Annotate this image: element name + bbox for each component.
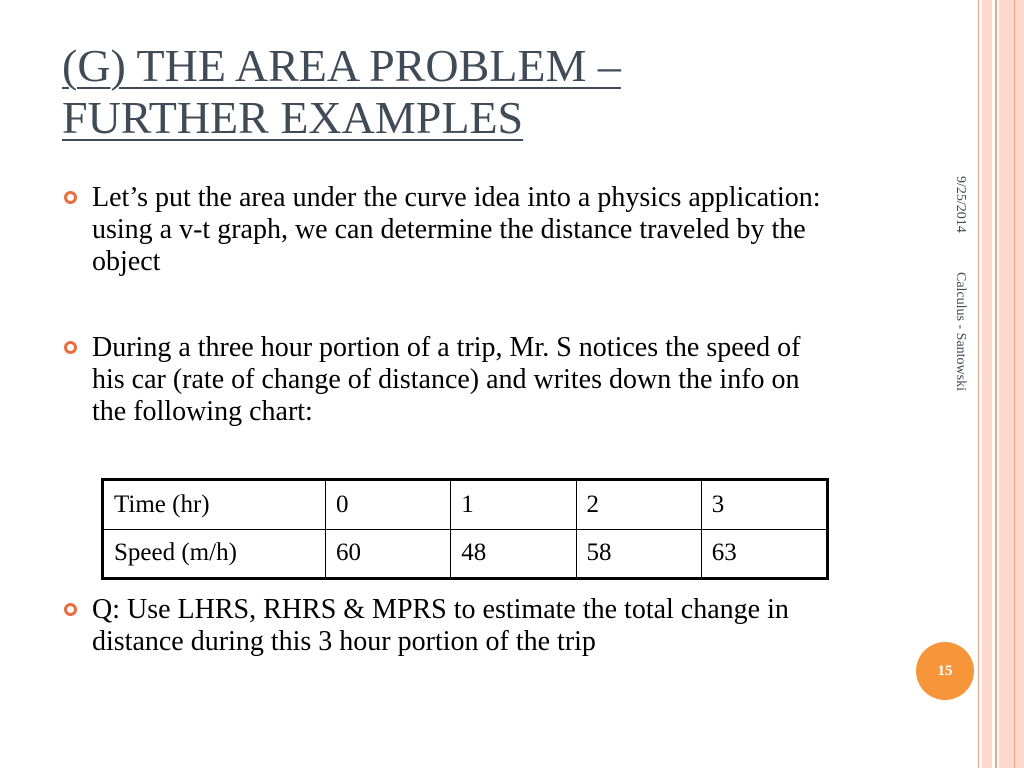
decorative-stripe bbox=[995, 0, 997, 768]
decorative-stripe bbox=[1014, 0, 1015, 768]
table-cell: 0 bbox=[326, 480, 451, 530]
decorative-stripe bbox=[982, 0, 992, 768]
bullet-text: Let’s put the area under the curve idea into a physics application: using a v-t graph, we can determine the distance traveled by the object bbox=[92, 182, 821, 277]
speed-data-table bbox=[101, 478, 829, 580]
table-cell: 60 bbox=[326, 529, 451, 579]
table-row bbox=[103, 529, 828, 579]
table-header-cell: Speed (m/h) bbox=[103, 529, 326, 579]
table-row bbox=[103, 480, 828, 530]
slide-title: (G) THE AREA PROBLEM – FURTHER EXAMPLES bbox=[62, 40, 621, 143]
table-cell: 2 bbox=[576, 480, 701, 530]
table-cell: 3 bbox=[701, 480, 827, 530]
bullet-text: During a three hour portion of a trip, Mr. S notices the speed of his car (rate of change of distance) and writes down the info on the following chart: bbox=[92, 332, 801, 427]
table-header-cell: Time (hr) bbox=[103, 480, 326, 530]
bullet-text: Q: Use LHRS, RHRS & MPRS to estimate the total change in distance during this 3 hour portion of the trip bbox=[92, 594, 789, 657]
page-number: 15 bbox=[937, 662, 953, 679]
bullet-circle-icon bbox=[64, 603, 77, 616]
table-cell: 63 bbox=[701, 529, 827, 579]
bullet-circle-icon bbox=[64, 341, 77, 354]
decorative-stripe bbox=[999, 0, 1024, 768]
slide-date: 9/25/2014 bbox=[953, 176, 968, 233]
bullet-circle-icon bbox=[64, 191, 77, 204]
bullet-item bbox=[92, 182, 832, 278]
bullet-item bbox=[92, 594, 832, 658]
page-number-badge bbox=[916, 642, 974, 700]
bullet-item bbox=[92, 332, 832, 428]
decorative-stripe bbox=[978, 0, 979, 768]
table-cell: 1 bbox=[451, 480, 576, 530]
table-cell: 48 bbox=[451, 529, 576, 579]
table-cell: 58 bbox=[576, 529, 701, 579]
course-footer: Calculus - Santowski bbox=[953, 272, 968, 391]
